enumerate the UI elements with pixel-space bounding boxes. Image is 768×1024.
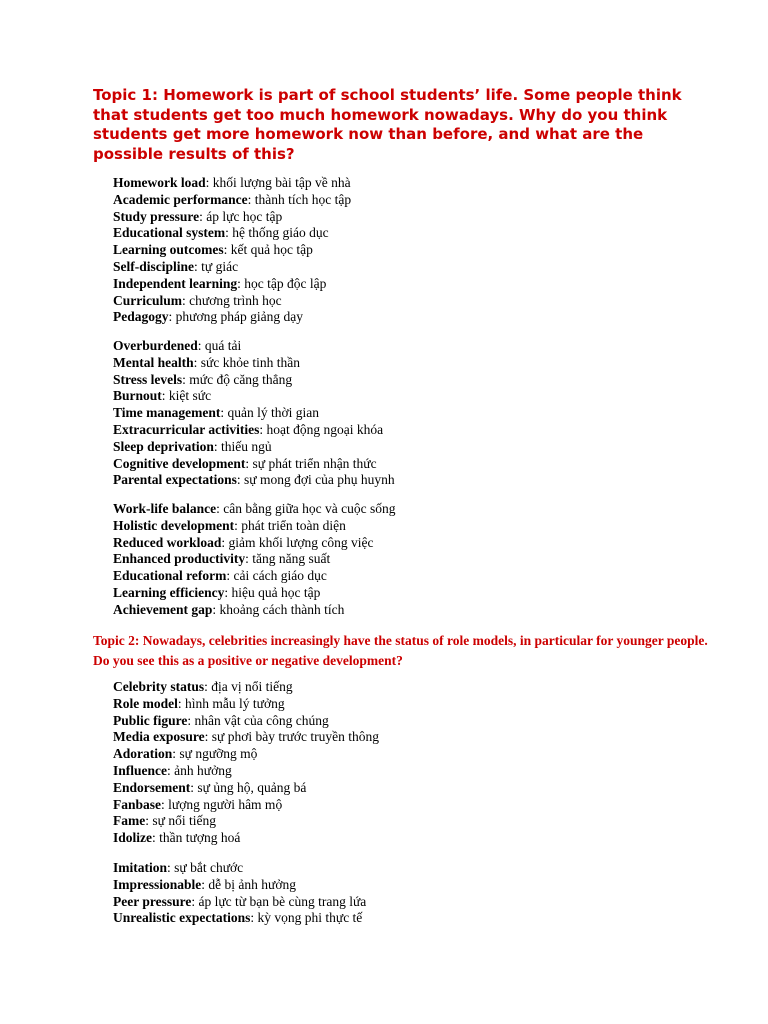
vocab-term: Academic performance bbox=[113, 191, 248, 207]
vocab-meaning: cân bằng giữa học và cuộc sống bbox=[223, 501, 396, 516]
vocab-meaning: học tập độc lập bbox=[244, 275, 327, 291]
vocab-term: Independent learning bbox=[113, 275, 238, 291]
vocab-meaning: sự mong đợi của phụ huynh bbox=[244, 472, 395, 488]
vocab-term: Time management bbox=[113, 405, 221, 421]
vocab-meaning: thành tích học tập bbox=[254, 191, 352, 207]
vocab-term: Role model bbox=[113, 695, 178, 711]
vocab-term: Influence bbox=[113, 762, 167, 778]
vocab-meaning: hình mẫu lý tưởng bbox=[185, 695, 285, 711]
vocab-item: Educational reform: cải cách giáo dục bbox=[113, 568, 327, 584]
vocab-meaning: địa vị nổi tiếng bbox=[211, 679, 293, 694]
vocab-term: Mental health bbox=[113, 354, 194, 370]
vocab-meaning: sự ngưỡng mộ bbox=[179, 746, 258, 762]
vocab-item: Study pressure: áp lực học tập bbox=[113, 208, 283, 224]
vocab-meaning: hoạt động ngoại khóa bbox=[266, 421, 384, 437]
vocab-meaning: giảm khối lượng công việc bbox=[228, 534, 374, 550]
vocab-term: Overburdened bbox=[113, 338, 198, 353]
vocab-item: Work-life balance: cân bằng giữa học và cuộc sống bbox=[113, 501, 396, 516]
topic-2-heading: Topic 2: Nowadays, celebrities increasingly have the status of role models, in particular for younger people. Do you see this as a positive or negative development? bbox=[93, 633, 708, 668]
vocab-term: Burnout bbox=[113, 388, 162, 404]
vocab-meaning: sự nổi tiếng bbox=[152, 813, 216, 829]
vocab-meaning: cải cách giáo dục bbox=[233, 568, 327, 584]
vocab-term: Educational reform bbox=[113, 568, 227, 584]
vocab-term: Self-discipline bbox=[113, 258, 195, 274]
vocab-item: Self-discipline: tự giác bbox=[113, 258, 239, 274]
vocab-item: Homework load: khối lượng bài tập về nhà bbox=[113, 175, 351, 190]
vocab-meaning: phát triển toàn diện bbox=[241, 517, 346, 533]
vocab-item: Holistic development: phát triển toàn diện bbox=[113, 517, 346, 533]
vocab-item: Endorsement: sự ủng hộ, quảng bá bbox=[113, 779, 307, 795]
topic-2-vocab-group-1 bbox=[113, 679, 379, 847]
vocab-item: Idolize: thần tượng hoá bbox=[113, 830, 241, 846]
vocab-item: Imitation: sự bắt chước bbox=[113, 860, 244, 875]
vocab-term: Work-life balance bbox=[113, 501, 217, 516]
vocab-item: Burnout: kiệt sức bbox=[113, 388, 212, 404]
topic-1-heading: Topic 1: Homework is part of school students’ life. Some people think that students get too much homework nowadays. Why do you think students get more homework now than before, and what are the possible results of this? bbox=[93, 86, 682, 163]
vocab-meaning: hệ thống giáo dục bbox=[232, 225, 329, 241]
vocab-term: Reduced workload bbox=[113, 534, 222, 550]
vocab-term: Stress levels bbox=[113, 371, 183, 387]
vocab-meaning: chương trình học bbox=[189, 292, 282, 308]
vocab-item: Academic performance: thành tích học tập bbox=[113, 191, 352, 207]
vocab-meaning: khối lượng bài tập về nhà bbox=[212, 175, 351, 190]
vocab-item: Peer pressure: áp lực từ bạn bè cùng trang lứa bbox=[113, 893, 367, 909]
vocab-item: Achievement gap: khoảng cách thành tích bbox=[113, 601, 345, 617]
vocab-term: Idolize bbox=[113, 830, 152, 846]
vocab-meaning: dễ bị ảnh hưởng bbox=[208, 876, 296, 892]
vocab-term: Curriculum bbox=[113, 292, 182, 308]
vocab-term: Educational system bbox=[113, 225, 226, 241]
vocab-item: Celebrity status: địa vị nổi tiếng bbox=[113, 679, 293, 694]
vocab-meaning: thiếu ngủ bbox=[221, 438, 272, 454]
vocab-meaning: kết quả học tập bbox=[230, 242, 313, 258]
vocab-meaning: áp lực học tập bbox=[206, 208, 283, 224]
vocab-term: Celebrity status bbox=[113, 679, 205, 694]
vocab-meaning: mức độ căng thẳng bbox=[189, 371, 293, 387]
topic-1-vocab-group-1 bbox=[113, 175, 351, 326]
vocab-term: Extracurricular activities bbox=[113, 421, 260, 437]
vocab-meaning: quản lý thời gian bbox=[227, 405, 320, 421]
vocab-meaning: khoảng cách thành tích bbox=[219, 601, 345, 617]
vocab-term: Learning outcomes bbox=[113, 242, 224, 258]
vocab-item: Learning outcomes: kết quả học tập bbox=[113, 242, 313, 258]
vocab-item: Fame: sự nổi tiếng bbox=[113, 813, 216, 829]
vocab-item: Role model: hình mẫu lý tưởng bbox=[113, 695, 285, 711]
vocab-item: Influence: ảnh hưởng bbox=[113, 762, 232, 778]
vocab-item: Stress levels: mức độ căng thẳng bbox=[113, 371, 293, 387]
vocab-meaning: tăng năng suất bbox=[252, 551, 331, 567]
vocab-item: Extracurricular activities: hoạt động ngoại khóa bbox=[113, 421, 384, 437]
topic-2-vocab-group-2 bbox=[113, 860, 366, 927]
vocab-term: Holistic development bbox=[113, 517, 235, 533]
vocab-term: Adoration bbox=[113, 746, 173, 762]
vocab-meaning: sự phát triển nhận thức bbox=[252, 455, 377, 471]
vocab-item: Learning efficiency: hiệu quả học tập bbox=[113, 584, 321, 600]
vocab-item: Unrealistic expectations: kỳ vọng phi thực tế bbox=[113, 910, 363, 926]
topic-1-vocab-group-2 bbox=[113, 338, 395, 489]
vocab-meaning: quá tải bbox=[204, 338, 242, 353]
vocab-term: Parental expectations bbox=[113, 472, 237, 488]
vocab-term: Sleep deprivation bbox=[113, 438, 214, 454]
vocab-item: Independent learning: học tập độc lập bbox=[113, 275, 327, 291]
vocab-item: Enhanced productivity: tăng năng suất bbox=[113, 551, 331, 567]
vocab-term: Enhanced productivity bbox=[113, 551, 246, 567]
vocab-item: Overburdened: quá tải bbox=[113, 338, 242, 353]
vocab-term: Homework load bbox=[113, 175, 206, 190]
vocab-meaning: áp lực từ bạn bè cùng trang lứa bbox=[198, 893, 367, 909]
vocab-term: Public figure bbox=[113, 712, 188, 728]
vocab-meaning: thần tượng hoá bbox=[159, 830, 241, 846]
vocab-term: Peer pressure bbox=[113, 893, 192, 909]
vocab-term: Cognitive development bbox=[113, 455, 246, 471]
vocab-term: Study pressure bbox=[113, 208, 200, 224]
vocab-item: Media exposure: sự phơi bày trước truyền thông bbox=[113, 729, 380, 745]
vocab-item: Sleep deprivation: thiếu ngủ bbox=[113, 438, 272, 454]
vocab-meaning: ảnh hưởng bbox=[174, 762, 232, 778]
vocab-item: Mental health: sức khỏe tinh thần bbox=[113, 354, 300, 370]
vocab-term: Pedagogy bbox=[113, 309, 169, 325]
vocab-meaning: nhân vật của công chúng bbox=[194, 712, 329, 728]
vocab-term: Imitation bbox=[113, 860, 167, 875]
vocab-meaning: sức khỏe tinh thần bbox=[200, 354, 300, 370]
vocab-meaning: sự bắt chước bbox=[174, 860, 244, 875]
vocab-meaning: hiệu quả học tập bbox=[231, 584, 321, 600]
vocab-term: Impressionable bbox=[113, 876, 202, 892]
vocab-item: Fanbase: lượng người hâm mộ bbox=[113, 796, 283, 812]
vocab-item: Public figure: nhân vật của công chúng bbox=[113, 712, 329, 728]
vocab-meaning: sự ủng hộ, quảng bá bbox=[197, 779, 307, 795]
vocab-item: Adoration: sự ngưỡng mộ bbox=[113, 746, 258, 762]
vocab-term: Fanbase bbox=[113, 796, 162, 812]
vocab-item: Time management: quản lý thời gian bbox=[113, 405, 320, 421]
vocab-meaning: kiệt sức bbox=[168, 388, 212, 404]
vocab-term: Fame bbox=[113, 813, 146, 829]
vocab-term: Endorsement bbox=[113, 779, 191, 795]
vocab-item: Pedagogy: phương pháp giảng dạy bbox=[113, 309, 303, 325]
vocab-meaning: sự phơi bày trước truyền thông bbox=[211, 729, 380, 745]
vocab-meaning: lượng người hâm mộ bbox=[168, 796, 283, 812]
vocab-term: Media exposure bbox=[113, 729, 205, 745]
vocab-meaning: phương pháp giảng dạy bbox=[175, 309, 303, 325]
vocab-term: Unrealistic expectations bbox=[113, 910, 251, 926]
vocab-meaning: tự giác bbox=[201, 258, 239, 274]
vocab-item: Impressionable: dễ bị ảnh hưởng bbox=[113, 876, 296, 892]
vocab-item: Reduced workload: giảm khối lượng công việc bbox=[113, 534, 374, 550]
vocab-item: Curriculum: chương trình học bbox=[113, 292, 282, 308]
vocab-item: Educational system: hệ thống giáo dục bbox=[113, 225, 329, 241]
topic-1-vocab-group-3 bbox=[113, 501, 396, 619]
vocab-item: Parental expectations: sự mong đợi của phụ huynh bbox=[113, 472, 395, 488]
vocab-item: Cognitive development: sự phát triển nhận thức bbox=[113, 455, 377, 471]
vocab-term: Achievement gap bbox=[113, 601, 213, 617]
vocab-meaning: kỳ vọng phi thực tế bbox=[257, 910, 363, 926]
vocab-term: Learning efficiency bbox=[113, 584, 225, 600]
